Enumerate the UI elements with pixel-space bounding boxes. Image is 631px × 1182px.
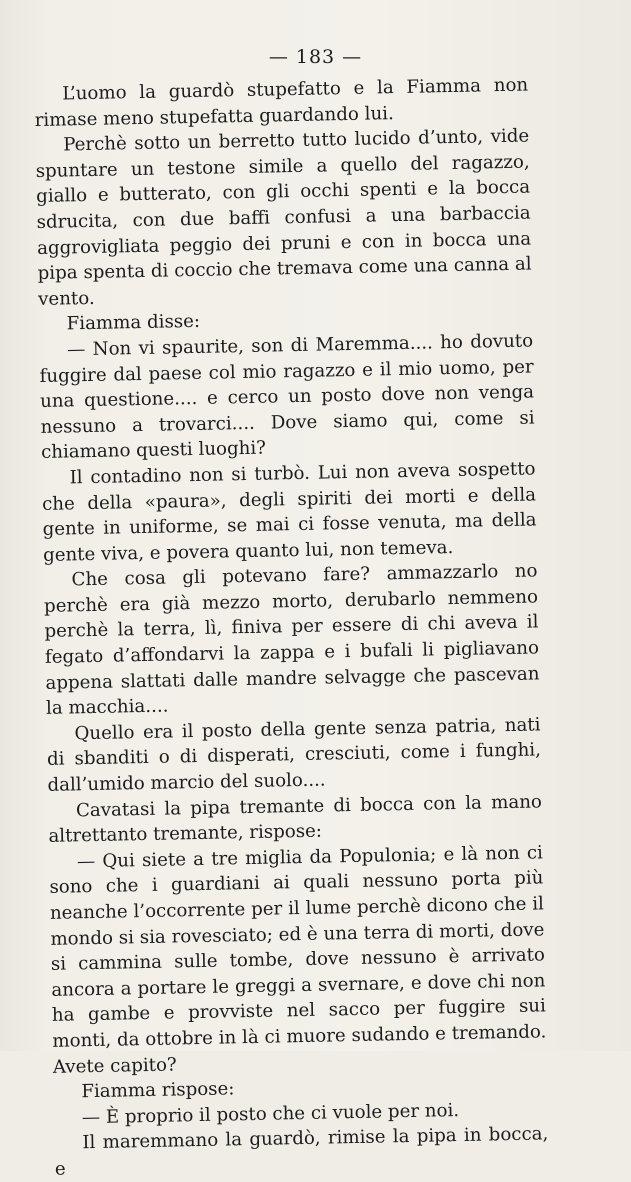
paragraph: — È proprio il posto che ci vuole per noi. xyxy=(81,1099,460,1129)
paragraph: Fiamma disse: xyxy=(66,311,201,335)
paragraph: Che cosa gli potevano fare? ammazzarlo no perchè era già mezzo morto, derubarlo nemmeno perchè la terra, lì, finiva per essere di chi aveva il fegato d’affondarvi la zappa e i bufali li pigliavano appena slattati dalle mandre selvagge che pascevan la macchia.... xyxy=(43,560,540,720)
paragraph: Il contadino non si turbò. Lui non aveva sospetto che della «paura», degli spiriti dei morti e della gente in uniforme, se mai ci fosse venuta, ma della gente viva, e povera quanto lui, non temeva. xyxy=(41,458,537,566)
page-number: — 183 — xyxy=(268,46,363,68)
body-text xyxy=(34,73,549,1182)
paragraph: — Non vi spaurite, son di Maremma.... ho dovuto fuggire dal paese col mio ragazzo e il mio uomo, per una questione.... e cerco un posto dove non venga nessuno a trovarci.... Dove siamo qui, come si chiamano questi luoghi? xyxy=(39,330,535,464)
paragraph: Quello era il posto della gente senza patria, nati di sbanditi o di disperati, cresciuti, come i funghi, dall’umido marcio del suolo.... xyxy=(46,714,542,796)
paragraph: L’uomo la guardò stupefatto e la Fiamma non rimase meno stupefatta guardando lui. xyxy=(34,74,529,131)
paragraph: Fiamma rispose: xyxy=(81,1078,235,1103)
paragraph: — Qui siete a tre miglia da Populonia; e là non ci sono che i guardiani ai quali nessuno porta più neanche l’occorrente per il lume perchè dicono che il mondo si sia rovesciato; ed è una terra di morti, dove si cammina sulle tombe, dove nessuno è arrivato ancora a portare le greggi a svernare, e dove chi non ha gambe e provviste nel sacco per fuggire sui monti, da ottobre in là ci muore sudando e tremando. Avete capito? xyxy=(49,842,547,1078)
paragraph: Cavatasi la pipa tremante di bocca con la mano altrettanto tremante, rispose: xyxy=(48,791,543,848)
paragraph: Il maremmano la guardò, rimise la pipa in bocca, e xyxy=(54,1123,549,1180)
paragraph: Perchè sotto un berretto tutto lucido d’unto, vide spuntare un testone simile a quello del ragazzo, giallo e butterato, con gli occhi spenti e la bocca sdrucita, con due baffi confusi a una barbaccia aggrovigliata peggio dei pruni e con in bocca una pipa spenta di coccio che tremava come una canna al vento. xyxy=(35,125,532,310)
